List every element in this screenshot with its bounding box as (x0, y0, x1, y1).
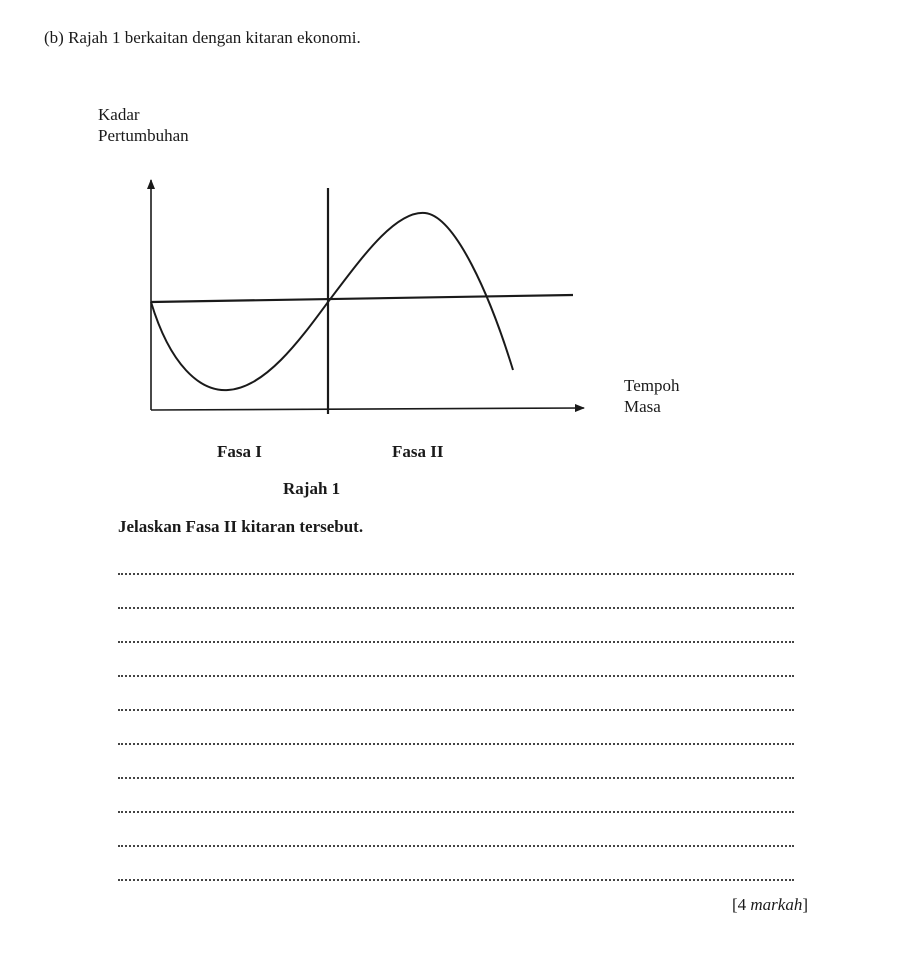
answer-line[interactable] (118, 777, 794, 779)
marks-word: markah (750, 895, 803, 914)
x-axis (151, 408, 584, 410)
marks-label (732, 895, 808, 915)
question-prompt: Jelaskan Fasa II kitaran tersebut. (118, 517, 364, 536)
answer-line[interactable] (118, 879, 794, 881)
answer-line[interactable] (118, 573, 794, 575)
answer-line[interactable] (118, 743, 794, 745)
x-axis-label-line-1: Tempoh (624, 376, 680, 395)
phase-label-2: Fasa II (392, 442, 444, 461)
x-axis-label-line-2: Masa (624, 397, 661, 416)
answer-line[interactable] (118, 709, 794, 711)
x-axis-label (624, 375, 679, 417)
answer-line[interactable] (118, 675, 794, 677)
answer-line[interactable] (118, 845, 794, 847)
answer-line[interactable] (118, 641, 794, 643)
figure-caption: Rajah 1 (283, 479, 341, 498)
marks-close: ] (802, 895, 808, 914)
phase-label-1: Fasa I (217, 442, 262, 461)
answer-line[interactable] (118, 811, 794, 813)
trend-line (151, 295, 573, 302)
question-text: (b) Rajah 1 berkaitan dengan kitaran ekonomi. (44, 28, 361, 47)
answer-line[interactable] (118, 607, 794, 609)
y-axis-label-line-1: Kadar (98, 105, 140, 124)
marks-open: [4 (731, 895, 751, 914)
y-axis-label-line-2: Pertumbuhan (98, 126, 189, 145)
